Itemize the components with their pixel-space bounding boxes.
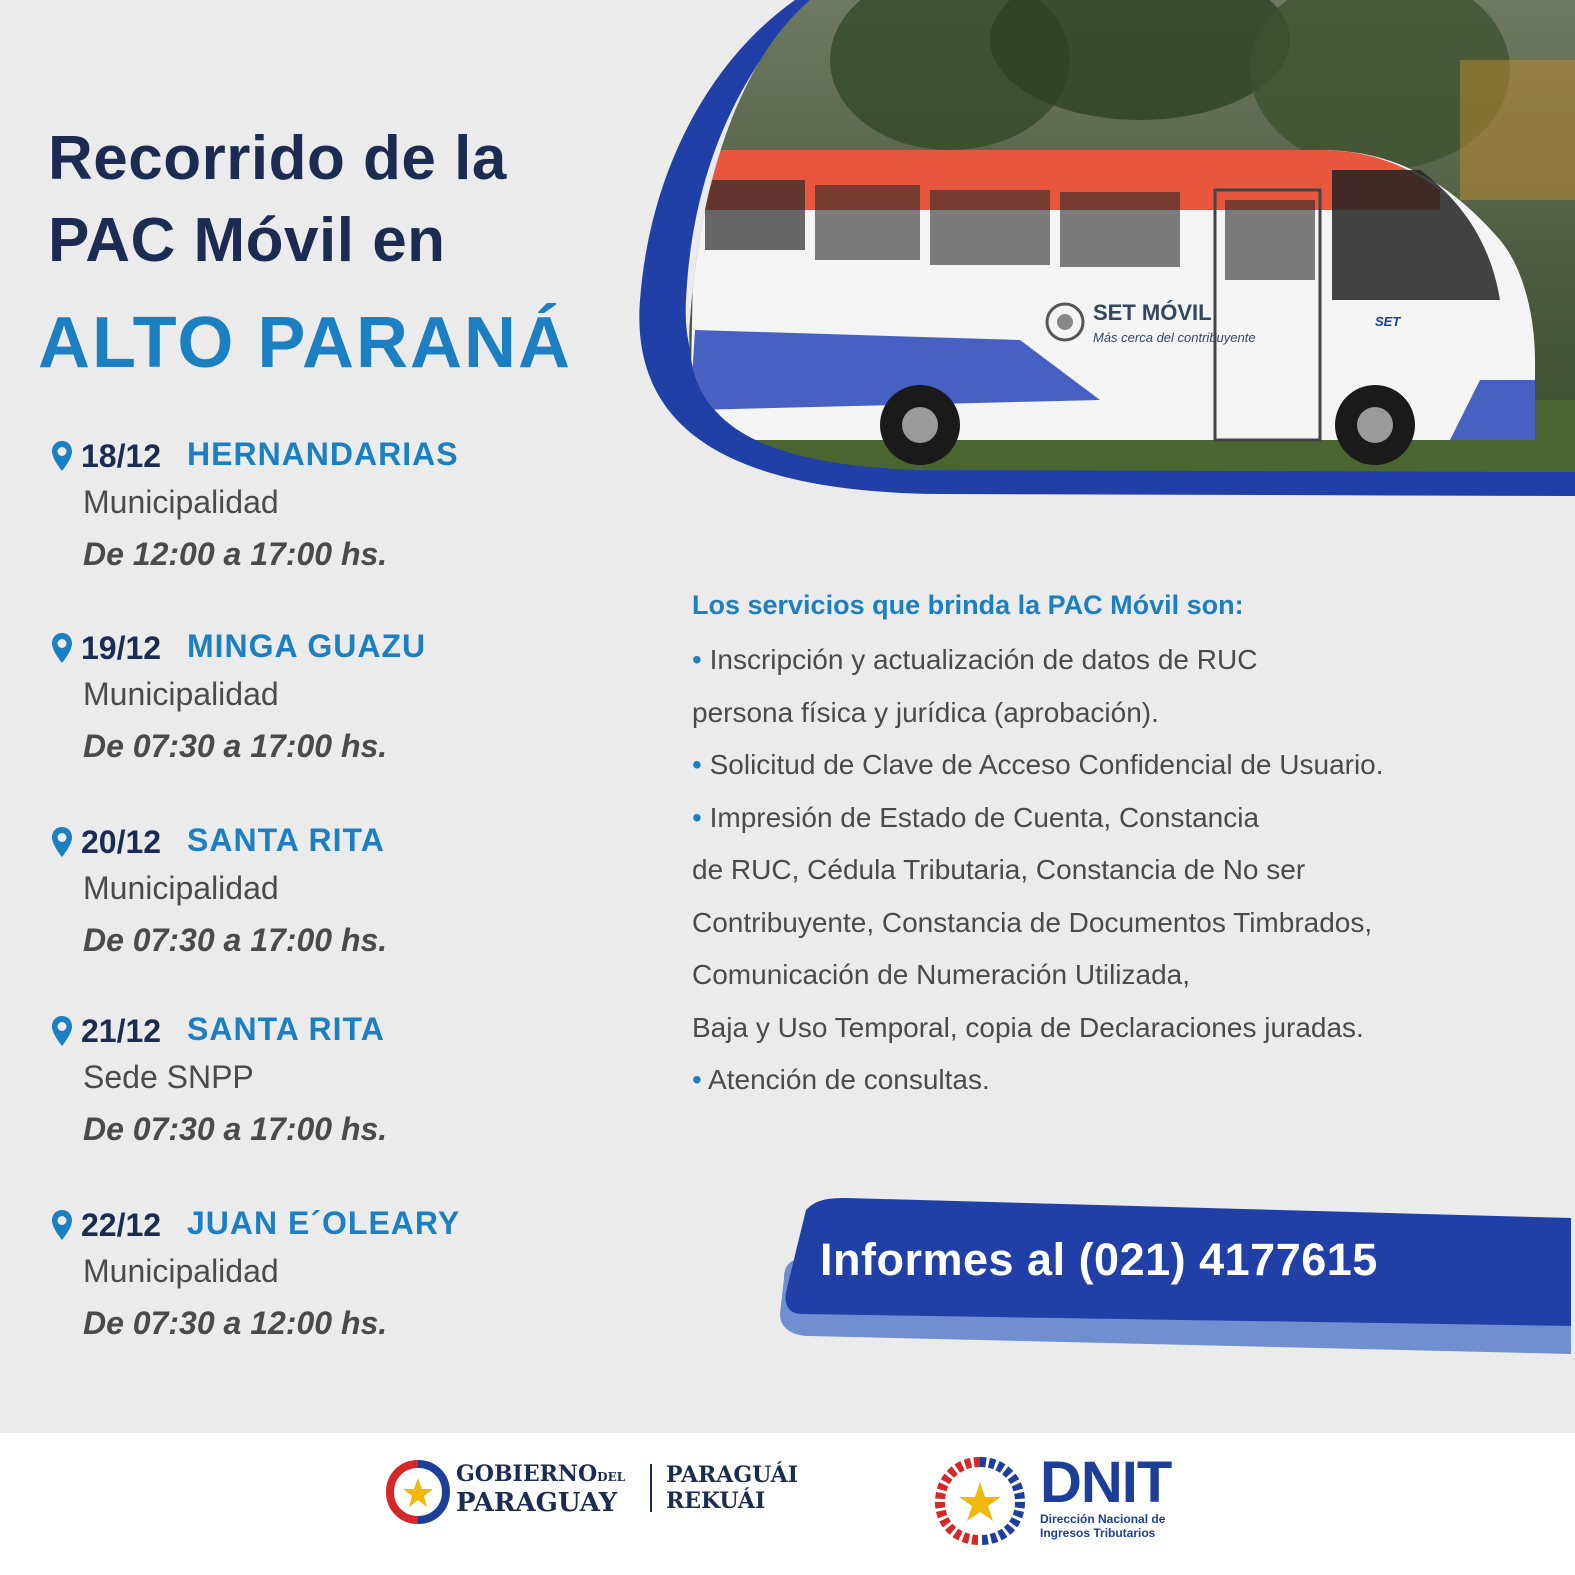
service-line bbox=[692, 1002, 1562, 1055]
service-line bbox=[692, 739, 1562, 792]
service-line bbox=[692, 897, 1562, 950]
service-text: Contribuyente, Constancia de Documentos Timbrados, bbox=[692, 906, 1373, 938]
stop-header bbox=[50, 436, 610, 476]
stop-hours: De 07:30 a 17:00 hs. bbox=[83, 728, 388, 764]
service-text: Impresión de Estado de Cuenta, Constancia bbox=[709, 801, 1260, 833]
page-title bbox=[48, 118, 507, 282]
dnit-emblem-icon bbox=[930, 1452, 1030, 1548]
paraguay-emblem-icon bbox=[384, 1458, 452, 1526]
bullet-icon: • bbox=[692, 801, 702, 833]
service-line bbox=[692, 687, 1562, 740]
services-title: Los servicios que brinda la PAC Móvil son: bbox=[692, 590, 1244, 620]
bus-photo bbox=[620, 0, 1575, 500]
services-section bbox=[692, 588, 1562, 1107]
stop-place: Municipalidad bbox=[83, 1253, 279, 1289]
stop-town: MINGA GUAZU bbox=[187, 628, 427, 664]
gov-word-del: DEL bbox=[597, 1470, 626, 1484]
service-line bbox=[692, 1054, 1562, 1107]
location-pin-icon bbox=[50, 440, 74, 472]
stop-hours: De 07:30 a 17:00 hs. bbox=[83, 1111, 388, 1147]
dnit-name: DNIT bbox=[1040, 1450, 1172, 1515]
gov-right-text bbox=[666, 1462, 798, 1514]
stop-header bbox=[50, 1011, 610, 1051]
stop-item bbox=[50, 1205, 610, 1341]
bus-photo-graphic bbox=[620, 0, 1575, 500]
location-pin-icon bbox=[50, 1209, 74, 1241]
stop-item bbox=[50, 436, 610, 572]
region-title: ALTO PARANÁ bbox=[38, 303, 572, 383]
stop-hours: De 07:30 a 12:00 hs. bbox=[83, 1305, 388, 1341]
bus-tagline-label: Más cerca del contribuyente bbox=[1093, 330, 1256, 345]
bus-set-logo-label: SET bbox=[1375, 314, 1401, 329]
stop-hours: De 12:00 a 17:00 hs. bbox=[83, 536, 388, 572]
stop-place: Municipalidad bbox=[83, 484, 279, 520]
service-line bbox=[692, 844, 1562, 897]
dnit-logo bbox=[930, 1452, 1200, 1552]
stop-place: Municipalidad bbox=[83, 676, 279, 712]
stop-date: 22/12 bbox=[81, 1207, 162, 1243]
bullet-icon: • bbox=[692, 1064, 702, 1095]
service-text: Solicitud de Clave de Acceso Confidencial de Usuario. bbox=[709, 749, 1384, 780]
service-line bbox=[692, 634, 1562, 687]
service-text: Baja y Uso Temporal, copia de Declaraciones juradas. bbox=[692, 1011, 1364, 1043]
stop-date: 18/12 bbox=[81, 438, 162, 474]
stop-town: SANTA RITA bbox=[187, 822, 385, 858]
location-pin-icon bbox=[50, 826, 74, 858]
gov-text bbox=[456, 1462, 625, 1517]
gov-line-1 bbox=[456, 1462, 625, 1489]
services-list bbox=[692, 634, 1562, 1107]
stop-date: 21/12 bbox=[81, 1013, 162, 1049]
service-line bbox=[692, 949, 1562, 1002]
stop-item bbox=[50, 822, 610, 958]
dnit-subtitle-line-2: Ingresos Tributarios bbox=[1040, 1526, 1156, 1540]
stop-hours: De 07:30 a 17:00 hs. bbox=[83, 922, 388, 958]
stop-town: JUAN E´OLEARY bbox=[187, 1205, 461, 1241]
gov-right-line-1: PARAGUÁI bbox=[666, 1462, 799, 1488]
info-banner bbox=[776, 1196, 1571, 1356]
location-pin-icon bbox=[50, 632, 74, 664]
stop-item bbox=[50, 1011, 610, 1147]
stop-place: Municipalidad bbox=[83, 870, 279, 906]
service-text: Comunicación de Numeración Utilizada, bbox=[692, 959, 1191, 990]
bullet-icon: • bbox=[692, 644, 702, 675]
bullet-icon: • bbox=[692, 749, 702, 780]
stop-town: SANTA RITA bbox=[187, 1011, 385, 1047]
stop-date: 19/12 bbox=[81, 630, 162, 666]
location-pin-icon bbox=[50, 1015, 74, 1047]
gov-line-2: PARAGUAY bbox=[456, 1488, 618, 1518]
title-line-1: Recorrido de la bbox=[48, 124, 507, 193]
stop-header bbox=[50, 1205, 610, 1245]
bus-brand-label: SET MÓVIL bbox=[1093, 300, 1212, 325]
dnit-subtitle-line-1: Dirección Nacional de bbox=[1040, 1512, 1166, 1526]
dnit-subtitle bbox=[1040, 1512, 1165, 1540]
title-line-2: PAC Móvil en bbox=[48, 206, 446, 275]
stop-header bbox=[50, 822, 610, 862]
stop-town: HERNANDARIAS bbox=[187, 436, 459, 472]
stop-place: Sede SNPP bbox=[83, 1059, 254, 1095]
gov-right-line-2: REKUÁI bbox=[666, 1488, 766, 1514]
government-logo bbox=[384, 1458, 824, 1548]
stop-item bbox=[50, 628, 610, 764]
stop-date: 20/12 bbox=[81, 824, 162, 860]
service-text: de RUC, Cédula Tributaria, Constancia de No ser bbox=[692, 854, 1306, 885]
info-phone-text: Informes al (021) 4177615 bbox=[820, 1234, 1378, 1285]
service-line bbox=[692, 792, 1562, 845]
gov-word-gobierno: GOBIERNO bbox=[456, 1461, 598, 1487]
service-text: persona física y jurídica (aprobación). bbox=[692, 696, 1159, 728]
service-text: Atención de consultas. bbox=[708, 1064, 990, 1095]
service-text: Inscripción y actualización de datos de RUC bbox=[709, 644, 1258, 675]
gov-divider bbox=[650, 1464, 652, 1512]
stop-header bbox=[50, 628, 610, 668]
